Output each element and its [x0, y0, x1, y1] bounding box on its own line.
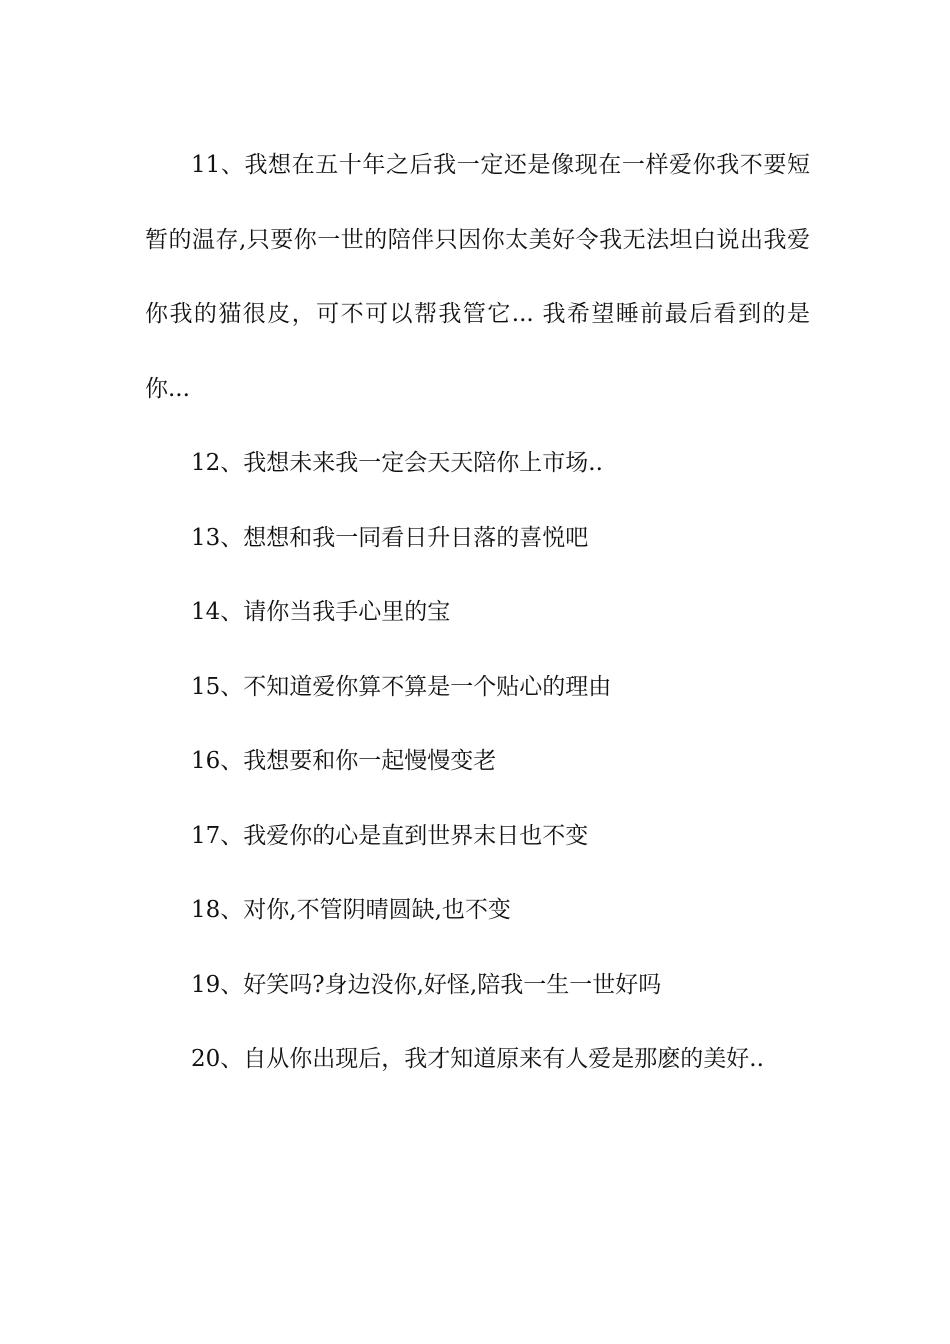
paragraph-20: 20、自从你出现后，我才知道原来有人爱是那麽的美好..	[191, 1046, 764, 1072]
paragraph-16: 16、我想要和你一起慢慢变老	[191, 748, 497, 774]
paragraph-19: 19、好笑吗?身边没你,好怪,陪我一生一世好吗	[191, 971, 662, 998]
paragraph-12: 12、我想未来我一定会天天陪你上市场..	[191, 450, 603, 476]
paragraph-14: 14、请你当我手心里的宝	[191, 599, 451, 625]
paragraph-15: 15、不知道爱你算不算是一个贴心的理由	[191, 673, 612, 700]
paragraph-11: 11、我想在五十年之后我一定还是像现在一样爱你我不要短暂的温存,只要你一世的陪伴只因你太美好令我无法坦白说出我爱你我的猫很皮，可不可以帮我管它... 我希望睡前最后看到的是你...	[145, 152, 810, 402]
paragraph-17: 17、我爱你的心是直到世界末日也不变	[191, 822, 589, 849]
paragraph-18: 18、对你,不管阴晴圆缺,也不变	[191, 897, 511, 923]
paragraph-13: 13、想想和我一同看日升日落的喜悦吧	[191, 524, 589, 551]
document-body	[145, 128, 810, 1097]
